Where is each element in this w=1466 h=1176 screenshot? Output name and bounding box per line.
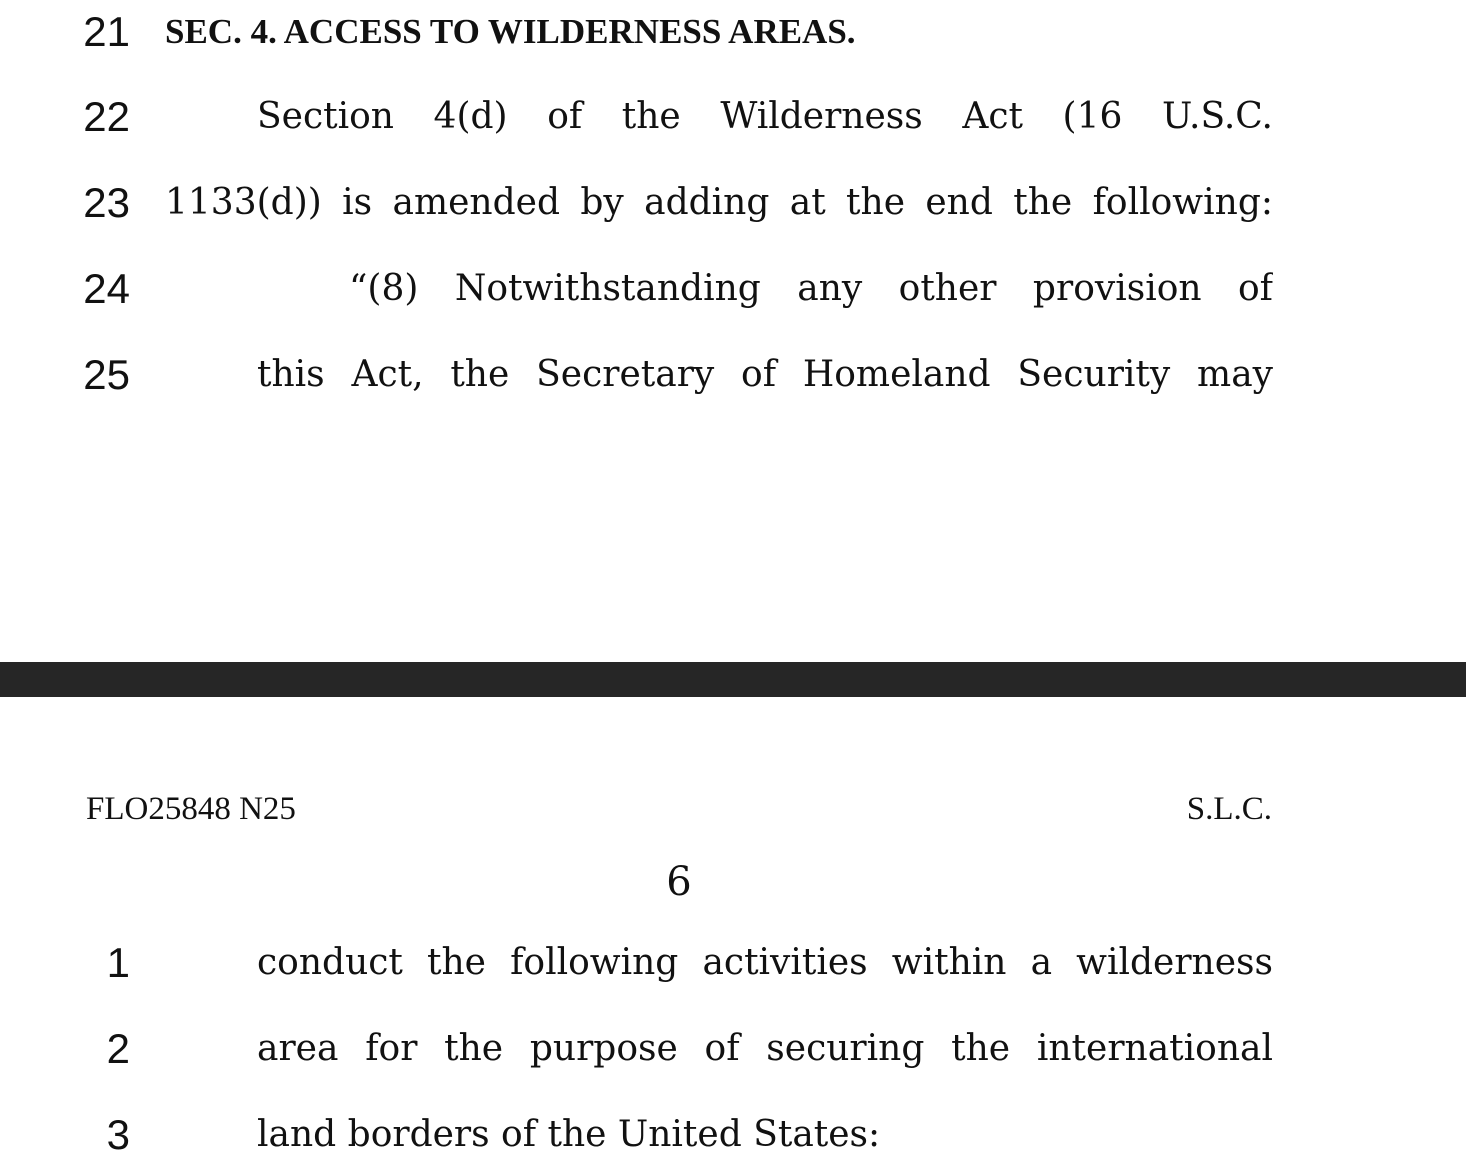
page-break-divider bbox=[0, 662, 1466, 697]
line-number: 22 bbox=[83, 93, 130, 140]
document-line bbox=[0, 259, 1466, 319]
line-text: Section 4(d) of the Wilderness Act (16 U.S.C. bbox=[257, 96, 1273, 137]
line-number: 25 bbox=[83, 351, 130, 398]
slc-label: S.L.C. bbox=[1186, 791, 1272, 827]
line-text: land borders of the United States: bbox=[257, 1114, 881, 1155]
document-line bbox=[0, 173, 1466, 233]
line-number: 21 bbox=[83, 8, 130, 55]
page-6-top bbox=[0, 697, 1466, 1176]
document-line bbox=[0, 933, 1466, 993]
document-line bbox=[0, 1105, 1466, 1165]
line-number: 2 bbox=[106, 1025, 130, 1072]
document-line bbox=[0, 345, 1466, 405]
page-number: 6 bbox=[666, 859, 692, 905]
section-heading: SEC. 4. ACCESS TO WILDERNESS AREAS. bbox=[165, 12, 856, 51]
line-text: this Act, the Secretary of Homeland Security may bbox=[257, 354, 1273, 395]
line-text: conduct the following activities within a wilderness bbox=[257, 942, 1273, 983]
line-text: “(8) Notwithstanding any other provision of bbox=[349, 268, 1273, 309]
document-line bbox=[0, 87, 1466, 147]
document-id: FLO25848 N25 bbox=[86, 791, 296, 827]
line-number: 1 bbox=[106, 939, 130, 986]
line-text: area for the purpose of securing the international bbox=[257, 1028, 1273, 1069]
document-line bbox=[0, 1019, 1466, 1079]
line-number: 3 bbox=[106, 1111, 130, 1158]
line-number: 23 bbox=[83, 179, 130, 226]
line-number: 24 bbox=[83, 265, 130, 312]
line-text: 1133(d)) is amended by adding at the end the following: bbox=[165, 182, 1273, 223]
document-line bbox=[0, 2, 1466, 62]
